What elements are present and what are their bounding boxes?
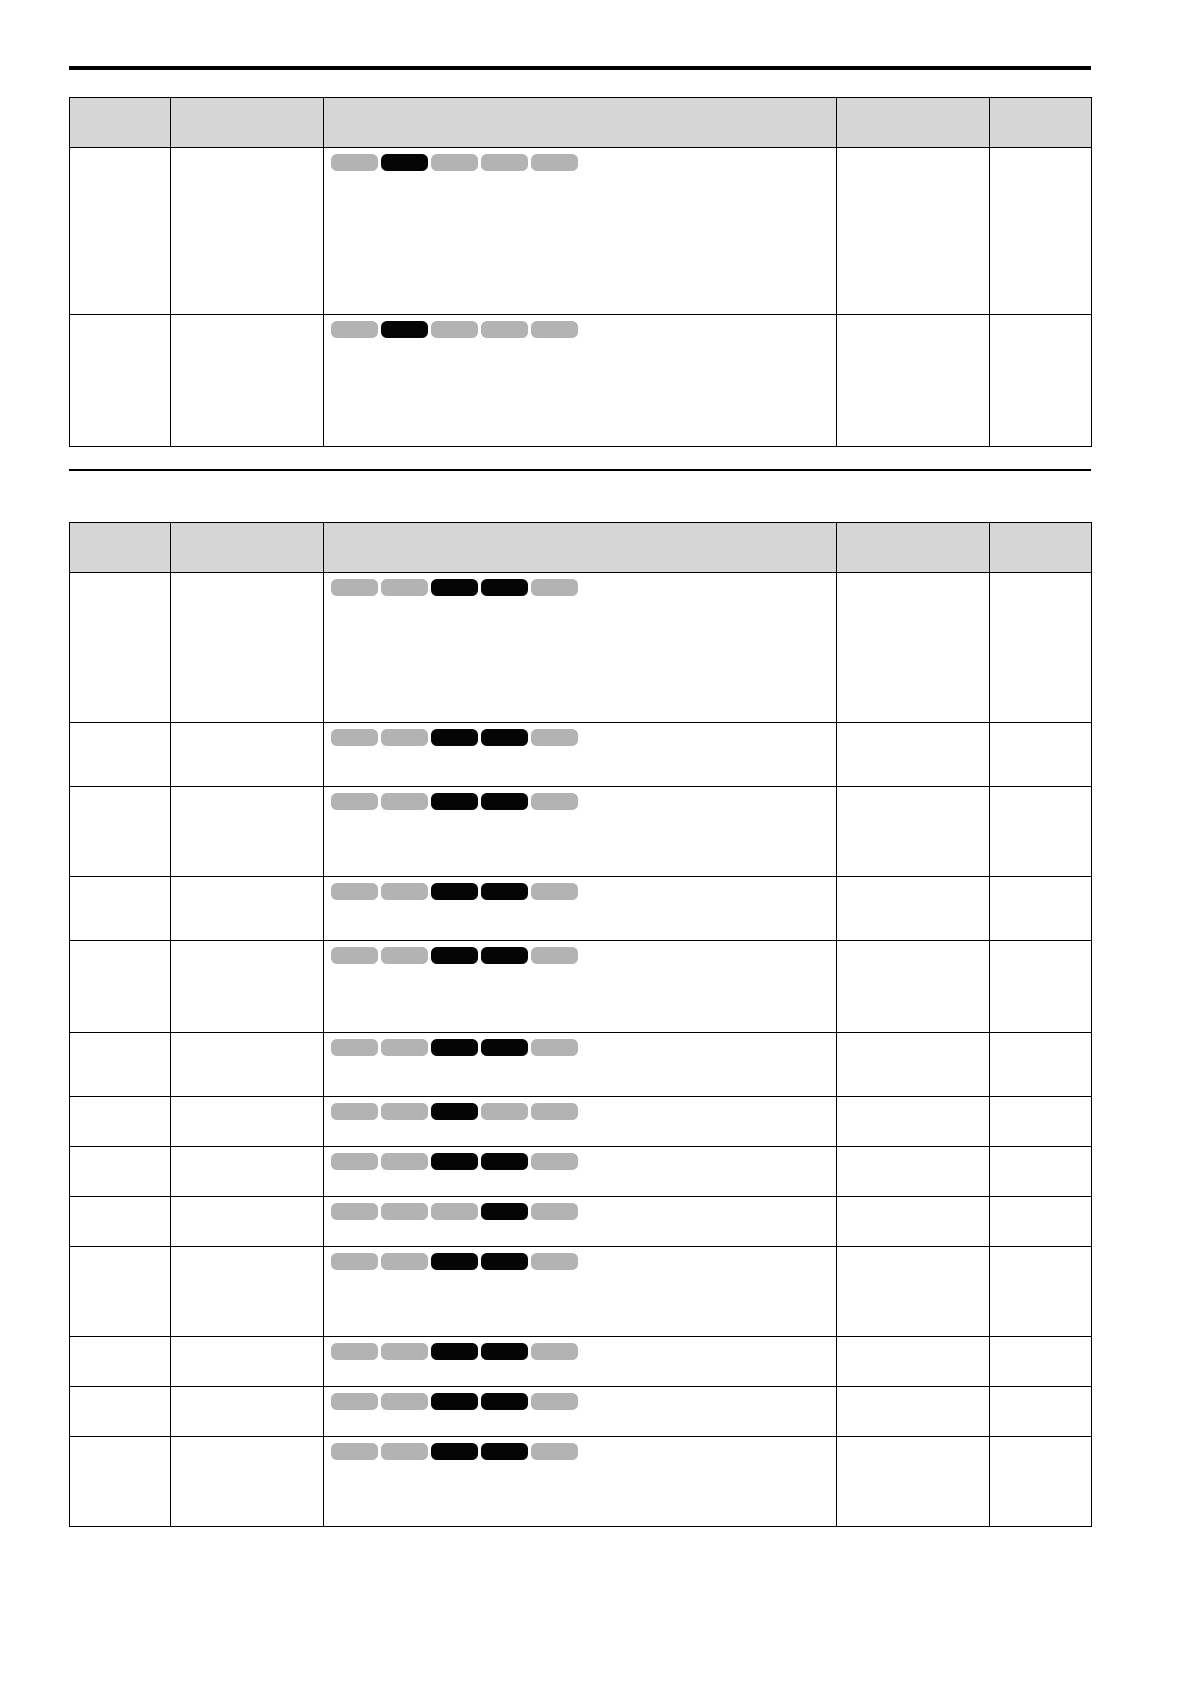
cell-ref xyxy=(989,1147,1091,1197)
control-mode-badge xyxy=(431,793,478,810)
cell-no xyxy=(70,1247,171,1337)
cell-description xyxy=(324,1033,837,1097)
section-rule xyxy=(69,469,1091,471)
cell-description xyxy=(324,1097,837,1147)
cell-no xyxy=(70,1337,171,1387)
control-mode-badge xyxy=(531,1443,578,1460)
header-rule xyxy=(69,66,1091,70)
header-cell-ref xyxy=(989,523,1091,573)
cell-range xyxy=(836,1097,989,1147)
control-mode-badge xyxy=(331,1153,378,1170)
control-mode-badge xyxy=(431,1153,478,1170)
table-row xyxy=(70,1337,1092,1387)
table-header xyxy=(70,98,1092,148)
control-mode-badge xyxy=(381,1039,428,1056)
table-row xyxy=(70,1387,1092,1437)
cell-no xyxy=(70,573,171,723)
cell-ref xyxy=(989,1387,1091,1437)
control-mode-badges xyxy=(324,1033,836,1056)
cell-no xyxy=(70,1387,171,1437)
control-mode-badge xyxy=(381,1153,428,1170)
cell-range xyxy=(836,1197,989,1247)
table-row xyxy=(70,877,1092,941)
cell-ref xyxy=(989,148,1091,315)
cell-range xyxy=(836,1033,989,1097)
control-mode-badge xyxy=(481,1393,528,1410)
table-row xyxy=(70,1247,1092,1337)
table-row xyxy=(70,148,1092,315)
cell-range xyxy=(836,148,989,315)
cell-range xyxy=(836,573,989,723)
control-mode-badge xyxy=(331,793,378,810)
control-mode-badge xyxy=(431,883,478,900)
control-mode-badge xyxy=(431,1393,478,1410)
cell-name xyxy=(171,1147,324,1197)
control-mode-badge xyxy=(481,729,528,746)
control-mode-badges xyxy=(324,1387,836,1410)
control-mode-badges xyxy=(324,787,836,810)
control-mode-badge xyxy=(531,579,578,596)
cell-name xyxy=(171,1033,324,1097)
control-mode-badge xyxy=(331,1343,378,1360)
parameter-table-2 xyxy=(69,522,1092,1527)
table-row xyxy=(70,1437,1092,1527)
cell-no xyxy=(70,1147,171,1197)
control-mode-badge xyxy=(331,154,378,171)
control-mode-badge xyxy=(481,947,528,964)
cell-description xyxy=(324,787,837,877)
control-mode-badge xyxy=(431,1443,478,1460)
cell-description xyxy=(324,315,837,447)
control-mode-badge xyxy=(381,1393,428,1410)
cell-name xyxy=(171,315,324,447)
cell-no xyxy=(70,1437,171,1527)
header-cell-name xyxy=(171,523,324,573)
cell-name xyxy=(171,787,324,877)
cell-name xyxy=(171,1247,324,1337)
header-cell-name xyxy=(171,98,324,148)
control-mode-badge xyxy=(481,321,528,338)
control-mode-badges xyxy=(324,1197,836,1220)
control-mode-badges xyxy=(324,1147,836,1170)
control-mode-badge xyxy=(381,883,428,900)
cell-range xyxy=(836,1337,989,1387)
header-cell-range xyxy=(836,523,989,573)
control-mode-badges xyxy=(324,1097,836,1120)
cell-description xyxy=(324,723,837,787)
header-cell-description xyxy=(324,523,837,573)
cell-range xyxy=(836,877,989,941)
control-mode-badge xyxy=(331,1039,378,1056)
control-mode-badge xyxy=(331,947,378,964)
control-mode-badge xyxy=(331,1103,378,1120)
control-mode-badge xyxy=(531,1343,578,1360)
control-mode-badge xyxy=(481,579,528,596)
cell-no xyxy=(70,1197,171,1247)
control-mode-badge xyxy=(381,793,428,810)
control-mode-badge xyxy=(481,1203,528,1220)
cell-description xyxy=(324,148,837,315)
control-mode-badges xyxy=(324,723,836,746)
cell-name xyxy=(171,877,324,941)
control-mode-badges xyxy=(324,877,836,900)
cell-description xyxy=(324,573,837,723)
control-mode-badge xyxy=(331,1253,378,1270)
cell-no xyxy=(70,787,171,877)
control-mode-badge xyxy=(531,947,578,964)
cell-ref xyxy=(989,1337,1091,1387)
cell-name xyxy=(171,723,324,787)
table-row xyxy=(70,723,1092,787)
control-mode-badge xyxy=(331,729,378,746)
cell-name xyxy=(171,1197,324,1247)
cell-name xyxy=(171,941,324,1033)
header-cell-ref xyxy=(989,98,1091,148)
control-mode-badge xyxy=(531,154,578,171)
cell-description xyxy=(324,877,837,941)
control-mode-badge xyxy=(331,1203,378,1220)
cell-ref xyxy=(989,1097,1091,1147)
control-mode-badge xyxy=(331,1443,378,1460)
control-mode-badge xyxy=(481,1103,528,1120)
table-row xyxy=(70,787,1092,877)
cell-ref xyxy=(989,723,1091,787)
control-mode-badge xyxy=(481,154,528,171)
control-mode-badge xyxy=(481,1253,528,1270)
control-mode-badge xyxy=(431,321,478,338)
cell-ref xyxy=(989,1197,1091,1247)
parameter-table-1 xyxy=(69,97,1092,447)
header-cell-range xyxy=(836,98,989,148)
cell-name xyxy=(171,1337,324,1387)
cell-no xyxy=(70,1033,171,1097)
cell-name xyxy=(171,1387,324,1437)
control-mode-badge xyxy=(531,1253,578,1270)
control-mode-badges xyxy=(324,1247,836,1270)
cell-no xyxy=(70,877,171,941)
cell-range xyxy=(836,1247,989,1337)
control-mode-badge xyxy=(481,1443,528,1460)
cell-description xyxy=(324,1197,837,1247)
control-mode-badge xyxy=(431,947,478,964)
control-mode-badges xyxy=(324,1337,836,1360)
cell-ref xyxy=(989,1247,1091,1337)
control-mode-badge xyxy=(531,1393,578,1410)
cell-name xyxy=(171,148,324,315)
control-mode-badge xyxy=(381,321,428,338)
control-mode-badge xyxy=(481,883,528,900)
cell-range xyxy=(836,1437,989,1527)
cell-range xyxy=(836,1147,989,1197)
control-mode-badges xyxy=(324,1437,836,1460)
control-mode-badge xyxy=(331,321,378,338)
cell-ref xyxy=(989,1437,1091,1527)
table-row xyxy=(70,1033,1092,1097)
control-mode-badge xyxy=(381,1343,428,1360)
cell-range xyxy=(836,723,989,787)
control-mode-badge xyxy=(381,1253,428,1270)
control-mode-badge xyxy=(381,579,428,596)
control-mode-badge xyxy=(481,1039,528,1056)
control-mode-badge xyxy=(331,883,378,900)
table-row xyxy=(70,1097,1092,1147)
control-mode-badge xyxy=(531,793,578,810)
control-mode-badge xyxy=(381,154,428,171)
control-mode-badge xyxy=(381,1443,428,1460)
control-mode-badge xyxy=(431,729,478,746)
cell-ref xyxy=(989,315,1091,447)
control-mode-badges xyxy=(324,941,836,964)
control-mode-badge xyxy=(531,321,578,338)
table-row xyxy=(70,1197,1092,1247)
control-mode-badge xyxy=(431,579,478,596)
cell-description xyxy=(324,1247,837,1337)
table-row xyxy=(70,941,1092,1033)
table-row xyxy=(70,1147,1092,1197)
cell-no xyxy=(70,723,171,787)
cell-name xyxy=(171,573,324,723)
cell-ref xyxy=(989,941,1091,1033)
control-mode-badge xyxy=(381,1103,428,1120)
control-mode-badge xyxy=(481,793,528,810)
table-header xyxy=(70,523,1092,573)
cell-description xyxy=(324,1337,837,1387)
control-mode-badge xyxy=(531,1153,578,1170)
control-mode-badge xyxy=(481,1343,528,1360)
control-mode-badge xyxy=(431,1203,478,1220)
control-mode-badge xyxy=(331,579,378,596)
control-mode-badge xyxy=(531,1103,578,1120)
table-row xyxy=(70,573,1092,723)
cell-name xyxy=(171,1097,324,1147)
cell-description xyxy=(324,1387,837,1437)
cell-range xyxy=(836,1387,989,1437)
cell-no xyxy=(70,315,171,447)
control-mode-badge xyxy=(381,729,428,746)
control-mode-badge xyxy=(531,729,578,746)
header-cell-description xyxy=(324,98,837,148)
header-cell-no xyxy=(70,98,171,148)
control-mode-badge xyxy=(431,1343,478,1360)
cell-ref xyxy=(989,1033,1091,1097)
control-mode-badge xyxy=(531,883,578,900)
cell-range xyxy=(836,315,989,447)
cell-description xyxy=(324,1437,837,1527)
cell-description xyxy=(324,941,837,1033)
control-mode-badge xyxy=(431,1039,478,1056)
cell-no xyxy=(70,148,171,315)
control-mode-badge xyxy=(431,1253,478,1270)
table-row xyxy=(70,315,1092,447)
cell-name xyxy=(171,1437,324,1527)
control-mode-badge xyxy=(431,1103,478,1120)
control-mode-badge xyxy=(381,947,428,964)
cell-range xyxy=(836,941,989,1033)
control-mode-badge xyxy=(381,1203,428,1220)
control-mode-badge xyxy=(531,1039,578,1056)
control-mode-badge xyxy=(431,154,478,171)
cell-ref xyxy=(989,787,1091,877)
cell-ref xyxy=(989,877,1091,941)
control-mode-badges xyxy=(324,148,836,171)
cell-no xyxy=(70,941,171,1033)
control-mode-badge xyxy=(531,1203,578,1220)
cell-ref xyxy=(989,573,1091,723)
cell-description xyxy=(324,1147,837,1197)
control-mode-badge xyxy=(331,1393,378,1410)
header-cell-no xyxy=(70,523,171,573)
cell-range xyxy=(836,787,989,877)
cell-no xyxy=(70,1097,171,1147)
control-mode-badges xyxy=(324,573,836,596)
control-mode-badge xyxy=(481,1153,528,1170)
control-mode-badges xyxy=(324,315,836,338)
